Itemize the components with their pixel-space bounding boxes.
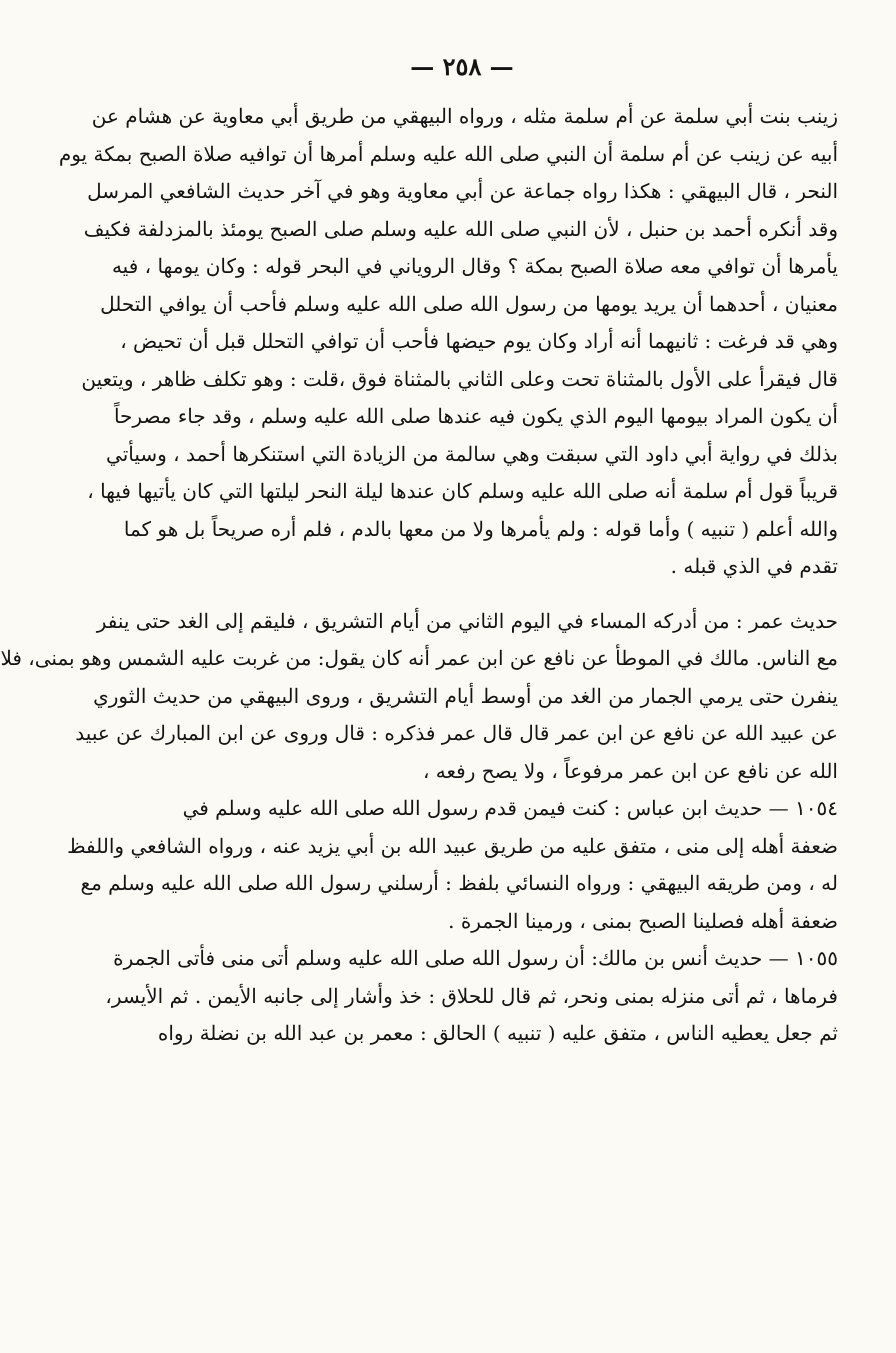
text-line: ضعفة أهله إلى منى ، متفق عليه من طريق عبيد الله بن أبي يزيد عنه ، ورواه الشافعي واللفظ [67,833,838,858]
text-line: النحر ، قال البيهقي : هكذا رواه جماعة عن أبي معاوية وهو في آخر حديث الشافعي المرسل [87,179,838,203]
text-line: أبيه عن زينب عن أم سلمة أن النبي صلى الله عليه وسلم أمرها أن توافيه صلاة الصبح بمكة يوم [58,141,838,166]
text-line: يأمرها أن توافي معه صلاة الصبح بمكة ؟ وقال الروياني في البحر قوله : وكان يومها ، فيه [111,254,838,278]
text-line: تقدم في الذي قبله . [670,554,838,578]
text-line: والله أعلم ( تنبيه ) وأما قوله : ولم يأمرها ولا من معها بالدم ، فلم أره صريحاً بل هو كما [123,516,838,541]
text-line: ١٠٥٤ — حديث ابن عباس : كنت فيمن قدم رسول الله صلى الله عليه وسلم في [182,796,838,820]
paragraph-hadith-1054 [67,790,838,940]
text-line: ينفرن حتى يرمي الجمار من الغد من أوسط أيام التشريق ، وروى البيهقي من حديث الثوري [93,683,838,708]
text-line: قريباً قول أم سلمة أنه صلى الله عليه وسلم كان عندها ليلة النحر ليلتها التي كان يأتيها فيها ، [87,479,838,503]
text-line: له ، ومن طريقه البيهقي : ورواه النسائي بلفظ : أرسلني رسول الله صلى الله عليه وسلم مع [80,871,838,895]
paragraph-hadith-umar [0,603,838,791]
text-line: ١٠٥٥ — حديث أنس بن مالك: أن رسول الله صلى الله عليه وسلم أتى منى فأتى الجمرة [113,946,838,970]
text-line: وقد أنكره أحمد بن حنبل ، لأن النبي صلى الله عليه وسلم صلى الصبح يومئذ بالمزدلفة فكيف [83,216,838,241]
page-number: — ٢٥٨ — [410,52,514,81]
text-line: فرماها ، ثم أتى منزله بمنى ونحر، ثم قال للحلاق : خذ وأشار إلى جانبه الأيمن . ثم الأيسر، [105,983,838,1008]
paragraph-hadith-1055 [86,940,838,1053]
text-line: أن يكون المراد بيومها اليوم الذي يكون فيه عندها صلى الله عليه وسلم ، وقد جاء مصرحاً [113,404,838,428]
text-line: عن عبيد الله عن نافع عن ابن عمر قال قال عمر فذكره : قال وروى عن ابن المبارك عن عبيد [75,721,838,745]
text-line: حديث عمر : من أدركه المساء في اليوم الثاني من أيام التشريق ، فليقم إلى الغد حتى ينفر [96,608,838,633]
text-line: الله عن نافع عن ابن عمر مرفوعاً ، ولا يصح رفعه ، [422,758,838,783]
text-line: ضعفة أهله فصلينا الصبح بمنى ، ورمينا الجمرة . [448,908,838,933]
text-line: زينب بنت أبي سلمة عن أم سلمة مثله ، ورواه البيهقي من طريق أبي معاوية عن هشام عن [91,104,838,128]
text-line: مع الناس. مالك في الموطأ عن نافع عن ابن عمر أنه كان يقول: من غربت عليه الشمس وهو بمنى، فلا [0,646,838,670]
text-line: معنيان ، أحدهما أن يريد يومها من رسول الله صلى الله عليه وسلم فأحب أن يوافي التحلل [100,291,838,316]
text-line: ثم جعل يعطيه الناس ، متفق عليه ( تنبيه ) الحالق : معمر بن عبد الله بن نضلة رواه [157,1021,838,1045]
paragraph-continuation [58,98,838,586]
text-line: بذلك في رواية أبي داود التي سبقت وهي سالمة من الزيادة التي استنكرها أحمد ، وسيأتي [106,441,838,466]
text-line: قال فيقرأ على الأول بالمثناة تحت وعلى الثاني بالمثناة فوق ،قلت : وهو تكلف ظاهر ، ويتعين [81,366,838,391]
text-line: وهي قد فرغت : ثانيهما أنه أراد وكان يوم حيضها فأحب أن توافي التحلل قبل أن تحيض ، [120,329,838,353]
